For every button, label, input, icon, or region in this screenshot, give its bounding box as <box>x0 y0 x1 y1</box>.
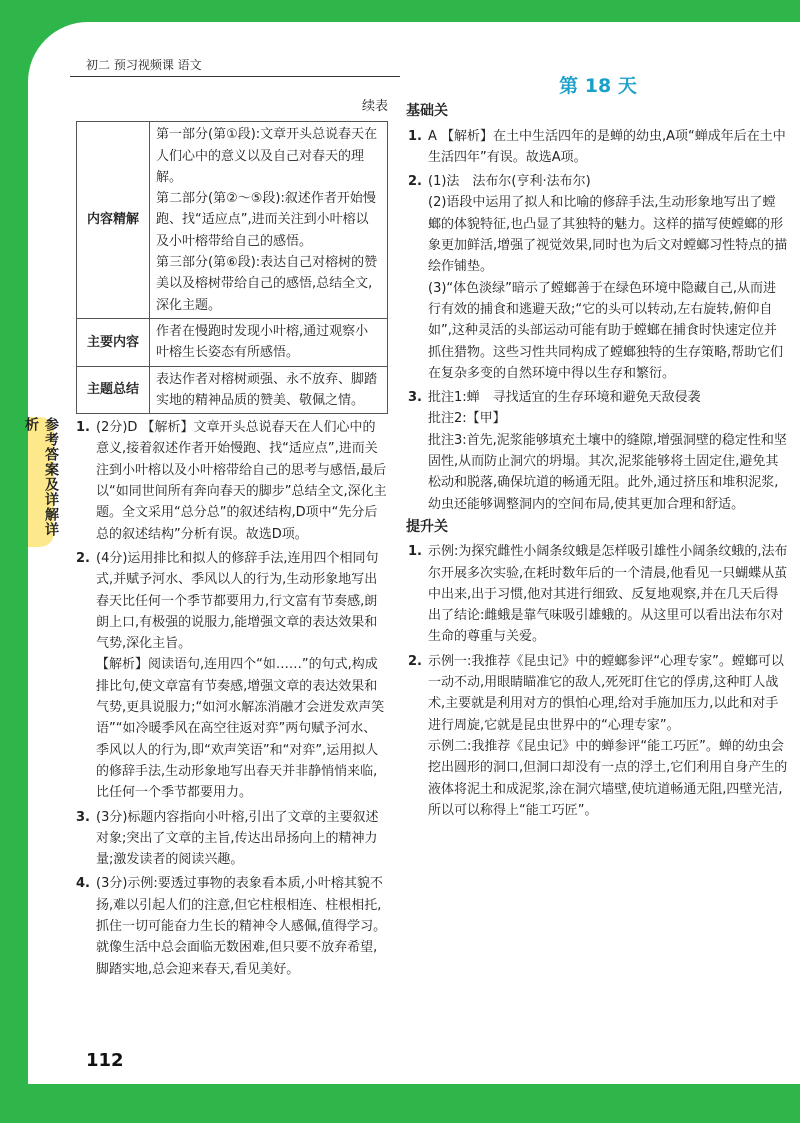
item-paragraph: (2)语段中运用了拟人和比喻的修辞手法,生动形象地写出了螳螂的体貌特征,也凸显了其独特的魅力。这样的描写使螳螂的形象更加鲜活,增强了视觉效果,同时也为后文对螳螂习性特点的描绘作铺垫。 <box>428 195 788 275</box>
item-paragraph: 批注3:首先,泥浆能够填充土壤中的缝隙,增强洞壁的稳定性和坚固性,从而防止洞穴的坍塌。其次,泥浆能够将土固定住,避免其松动和脱落,确保坑道的畅通无阻。此外,通过挤压和堆积泥浆,幼虫还能够调整洞内的空间布局,使其更加合理和舒适。 <box>428 432 787 512</box>
row-content <box>150 366 388 414</box>
item-paragraph: (4分)运用排比和拟人的修辞手法,连用四个相同句式,并赋予河水、季风以人的行为,生动形象地写出春天比任何一个季节都要用力,行文富有节奏感,朗朗上口,有极强的说服力,能增强文章的表达效果和气势,深化主旨。 <box>96 550 379 652</box>
row-paragraph: 第三部分(第⑥段):表达自己对榕树的赞美以及榕树带给自己的感悟,总结全文,深化主题。 <box>156 255 378 313</box>
item-paragraph: (3分)示例:要透过事物的表象看本质,小叶榕其貌不扬,难以引起人们的注意,但它柱根相连、柱根相托,抓住一切可能奋力生长的精神令人感佩,值得学习。就像生活中总会面临无数困难,但只要不放弃希望,脚踏实地,总会迎来春天,看见美好。 <box>96 876 387 977</box>
item-paragraph: (3分)标题内容指向小叶榕,引出了文章的主要叙述对象;突出了文章的主旨,传达出昂扬向上的精神力量;激发读者的阅读兴趣。 <box>96 809 379 868</box>
section-heading: 基础关 <box>406 103 448 120</box>
row-paragraph: 第二部分(第②～⑤段):叙述作者开始慢跑、找“适应点”,进而关注到小叶榕以及小叶榕带给自己的感悟。 <box>156 191 376 249</box>
item-number: 3. <box>76 809 90 825</box>
item-number: 4. <box>76 876 90 892</box>
answer-item <box>408 651 788 821</box>
side-tab-label: 参考答案及详解详析 <box>23 417 59 537</box>
header-rule <box>70 76 400 77</box>
page-number: 112 <box>86 1050 124 1071</box>
row-label: 主题总结 <box>77 366 150 414</box>
item-paragraph: (2分)D 【解析】文章开头总说春天在人们心中的意义,接着叙述作者开始慢跑、找“适应点”,进而关注到小叶榕以及小叶榕带给自己的思考与感悟,最后以“如同世间所有奔向春天的脚步”总结全文,深化主题。全文采用“总分总”的叙述结构,D项中“先分后总的叙述结构”分析有误。故选D项。 <box>96 420 387 542</box>
item-paragraph: A 【解析】在土中生活四年的是蝉的幼虫,A项“蝉成年后在土中生活四年”有误。故选A项。 <box>428 128 786 165</box>
answer-item <box>76 417 388 545</box>
running-header: 初二 预习视频课 语文 <box>86 58 202 72</box>
item-number: 1. <box>408 544 422 560</box>
item-paragraph: 批注2:【甲】 <box>428 411 506 427</box>
answer-item <box>408 171 788 384</box>
answer-item <box>408 541 788 647</box>
answer-item <box>408 387 788 515</box>
item-text <box>96 807 388 871</box>
row-content <box>150 122 388 319</box>
item-number: 1. <box>76 420 90 436</box>
row-label: 主要内容 <box>77 318 150 366</box>
left-column <box>76 96 388 980</box>
row-paragraph: 作者在慢跑时发现小叶榕,通过观察小叶榕生长姿态有所感悟。 <box>156 323 369 361</box>
row-paragraph: 第一部分(第①段):文章开头总说春天在人们心中的意义以及自己对春天的理解。 <box>156 127 378 185</box>
summary-table <box>76 121 388 414</box>
continued-label: 续表 <box>361 99 388 114</box>
table-row <box>77 366 388 414</box>
item-number: 2. <box>408 174 422 190</box>
item-number: 2. <box>408 653 422 669</box>
item-text <box>428 171 788 384</box>
answer-item <box>408 126 788 169</box>
row-paragraph: 表达作者对榕树顽强、永不放弃、脚踏实地的精神品质的赞美、敬佩之情。 <box>156 371 378 408</box>
item-number: 1. <box>408 128 422 144</box>
item-text <box>96 873 388 979</box>
item-text <box>96 417 388 545</box>
answer-item <box>76 807 388 871</box>
item-paragraph: 【解析】阅读语句,连用四个“如……”的句式,构成排比句,使文章富有节奏感,增强文章的表达效果和气势,更具说服力;“如河水解冻消融才会迸发欢声笑语”“如冷暖季风在高空往返对弈”两句赋予河水、季风以人的行为,即“欢声笑语”和“对弈”,运用拟人的修辞手法,生动形象地写出春天并非静悄悄来临,比任何一个季节都要用力。 <box>96 657 385 801</box>
item-number: 3. <box>408 390 422 406</box>
item-text <box>428 541 788 647</box>
item-paragraph: 示例一:我推荐《昆虫记》中的螳螂参评“心理专家”。螳螂可以一动不动,用眼睛瞄准它的敌人,死死盯住它的俘虏,这种盯人战术,主要就是利用对方的惧怕心理,给对手施加压力,以此和对手进行周旋,它就是昆虫世界中的“心理专家”。 <box>428 653 784 733</box>
item-paragraph: 批注1:蝉 寻找适宜的生存环境和避免天敌侵袭 <box>428 390 701 406</box>
row-content <box>150 318 388 366</box>
answer-item <box>76 548 388 804</box>
side-tab <box>23 417 59 547</box>
item-text <box>428 387 788 515</box>
item-text <box>428 651 788 821</box>
table-row <box>77 122 388 319</box>
item-text <box>96 548 388 804</box>
item-paragraph: 示例:为探究雌性小阔条纹蛾是怎样吸引雄性小阔条纹蛾的,法布尔开展多次实验,在耗时数年后的一个清晨,他看见一只蝴蝶从茧中出来,出于习惯,他对其进行细致、反复地观察,并在几天后得出了结论:雌蛾是靠气味吸引雄蛾的。从这里可以看出法布尔对生命的尊重与关爱。 <box>428 544 788 645</box>
section-heading: 提升关 <box>406 518 448 535</box>
item-paragraph: 示例二:我推荐《昆虫记》中的蝉参评“能工巧匠”。蝉的幼虫会挖出圆形的洞口,但洞口却没有一点的浮土,它们利用自身产生的液体将泥土和成泥浆,涂在洞穴墙壁,使坑道畅通无阻,四壁光洁,所以可以称得上“能工巧匠”。 <box>428 738 788 818</box>
table-row <box>77 318 388 366</box>
row-label: 内容精解 <box>77 122 150 319</box>
day-title: 第 18 天 <box>559 75 637 97</box>
item-paragraph: (1)法 法布尔(亨利·法布尔) <box>428 174 591 190</box>
right-column <box>408 76 788 821</box>
item-text <box>428 126 788 169</box>
item-paragraph: (3)“体色淡绿”暗示了螳螂善于在绿色环境中隐藏自己,从而进行有效的捕食和逃避天敌;“它的头可以转动,左右旋转,俯仰自如”,这种灵活的头部运动可能有助于螳螂在捕食时快速定位并抓住猎物。这些习性共同构成了螳螂独特的生存策略,帮助它们在复杂多变的自然环境中得以生存和繁衍。 <box>428 280 784 381</box>
item-number: 2. <box>76 550 90 566</box>
answer-item <box>76 873 388 979</box>
